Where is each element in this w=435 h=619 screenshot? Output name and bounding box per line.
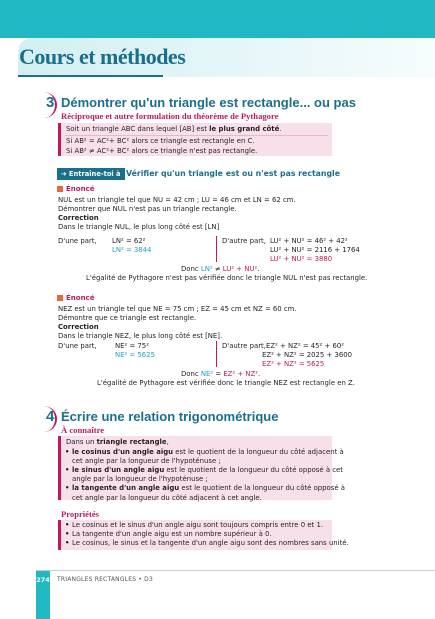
definition-cosinus-cont: cet angle par la longueur de l'hypoténuse ; bbox=[72, 456, 221, 465]
exercise-tag: ➔ Entraîne-toi à bbox=[57, 168, 125, 180]
page-number: 274 bbox=[36, 571, 50, 619]
ex1-right-label: D'autre part, bbox=[222, 237, 266, 245]
definition-sinus-cont: angle par la longueur de l'hypoténuse ; bbox=[72, 475, 208, 484]
ex2-enonce-heading bbox=[57, 294, 94, 302]
ex2-left-2: NE² = 5625 bbox=[115, 351, 155, 359]
ex2-left-label: D'une part, bbox=[58, 342, 97, 350]
ex1-left-1: LN² = 62² bbox=[112, 237, 146, 245]
box-line-2: Si AB² = AC²+ BC² alors ce triangle est rectangle en C. bbox=[66, 136, 255, 145]
footer-chapter: TRIANGLES RECTANGLES • D3 bbox=[57, 576, 154, 583]
section-4-number: 4 bbox=[46, 408, 55, 425]
ex1-divider bbox=[216, 236, 217, 262]
ex1-right-3: LU² + NU² = 3880 bbox=[270, 255, 333, 263]
ex1-left-2: LN² = 3844 bbox=[112, 246, 152, 254]
ex2-donc-d: EZ² + NZ² bbox=[223, 370, 258, 378]
definition-sinus-text: est le quotient de la longueur du côté opposé à cet bbox=[164, 466, 343, 474]
definition-tangente-term: la tangente d'un angle aigu bbox=[72, 484, 180, 493]
ex2-donc bbox=[181, 370, 260, 379]
properties-list bbox=[64, 521, 349, 549]
section-3-title: Démontrer qu'un triangle est rectangle... ou pas bbox=[61, 95, 356, 110]
ex2-right-label: D'autre part, bbox=[222, 342, 266, 350]
square-bullet-icon bbox=[57, 186, 63, 192]
section-3-subtitle: Réciproque et autre formulation du théorème de Pythagore bbox=[61, 111, 279, 121]
definition-cosinus bbox=[64, 447, 344, 466]
ex1-donc-d: LU² + NU² bbox=[222, 265, 258, 273]
ex1-donc-c: ≠ bbox=[212, 265, 223, 273]
ex2-donc-c: = bbox=[213, 370, 224, 378]
ex1-statement-1: NUL est un triangle tel que NU = 42 cm ; LU = 46 cm et LN = 62 cm. bbox=[58, 196, 296, 204]
intro-a: Dans un bbox=[66, 438, 97, 446]
section-3-number: 3 bbox=[46, 94, 55, 111]
ex1-donc-b: LN² bbox=[200, 265, 213, 273]
section-4-title: Écrire une relation trigonométrique bbox=[61, 409, 279, 424]
square-bullet-icon bbox=[57, 295, 63, 301]
ex1-statement-2: Démontrer que NUL n'est pas un triangle rectangle. bbox=[58, 205, 237, 213]
ex2-donc-b: NE² bbox=[200, 370, 214, 378]
box-line-3: Si AB² ≠ AC²+ BC² alors ce triangle n'est pas rectangle. bbox=[66, 147, 258, 156]
definition-sinus-term: le sinus d'un angle aigu bbox=[72, 466, 165, 474]
definition-cosinus-term: le cosinus d'un angle aigu bbox=[72, 447, 174, 456]
ex1-enonce-label: Énoncé bbox=[66, 185, 95, 193]
property-item: • Le cosinus et le sinus d'un angle aigu sont toujours compris entre 0 et 1. bbox=[64, 521, 332, 530]
ex1-enonce-heading bbox=[57, 185, 94, 193]
page-title: Cours et méthodes bbox=[19, 44, 186, 69]
definition-tangente-text: est le quotient de la longueur du côté opposé à bbox=[179, 484, 345, 493]
ex1-right-2: LU² + NU² = 2116 + 1764 bbox=[270, 246, 360, 254]
top-bar bbox=[0, 0, 435, 38]
ex2-donc-e: . bbox=[257, 370, 261, 378]
ex2-correction-label: Correction bbox=[58, 323, 99, 331]
definition-tangente bbox=[64, 484, 345, 502]
ex1-left-label: D'une part, bbox=[58, 237, 97, 245]
ex2-divider bbox=[216, 341, 217, 367]
ex2-right-3: EZ² + NZ² = 5625 bbox=[262, 360, 325, 368]
ex1-right-1: LU² + NU² = 46² + 42² bbox=[270, 237, 348, 245]
ex1-donc-e: . bbox=[257, 265, 260, 273]
ex2-right-1: EZ² + NZ² = 45² + 60² bbox=[266, 342, 344, 350]
definitions-intro bbox=[61, 437, 332, 448]
intro-c: , bbox=[166, 438, 169, 446]
ex1-correction-line: Dans le triangle NUL, le plus long côté est [LN] bbox=[58, 223, 220, 231]
section-3-arc bbox=[43, 92, 57, 118]
exercise-title: Vérifier qu'un triangle est ou n'est pas rectangle bbox=[126, 169, 341, 178]
ex1-donc bbox=[181, 265, 259, 274]
property-item: • Le cosinus, le sinus et la tangente d'un angle aigu sont des nombres sans unité. bbox=[64, 539, 332, 548]
ex2-donc-a: Donc bbox=[181, 370, 201, 378]
section-4-arc bbox=[43, 406, 57, 432]
footer-rule bbox=[36, 570, 435, 571]
definition-sinus bbox=[64, 466, 343, 484]
ex2-enonce-label: Énoncé bbox=[66, 294, 95, 302]
box-line-1-text: Soit un triangle ABC dans lequel [AB] est bbox=[66, 125, 210, 133]
ex1-donc-a: Donc bbox=[181, 265, 201, 273]
ex1-correction-label: Correction bbox=[58, 214, 99, 222]
box-line-1-bold: le plus grand côté bbox=[209, 125, 280, 133]
reciprocal-box bbox=[58, 123, 332, 156]
definitions-list bbox=[61, 447, 345, 503]
ex2-conclusion: L'égalité de Pythagore est vérifiée donc le triangle NEZ est rectangle en Z. bbox=[97, 379, 355, 387]
intro-b: triangle rectangle bbox=[96, 438, 167, 446]
title-underline bbox=[18, 75, 163, 77]
ex2-correction-line: Dans le triangle NEZ, le plus long côté est [NE]. bbox=[58, 332, 223, 340]
ex2-statement-1: NEZ est un triangle tel que NE = 75 cm ; EZ = 45 cm et NZ = 60 cm. bbox=[58, 305, 297, 313]
box-line-1 bbox=[61, 124, 332, 135]
ex2-left-1: NE² = 75² bbox=[115, 342, 149, 350]
section-4-subtitle: À connaître bbox=[61, 425, 105, 435]
ex2-statement-2: Démontre que ce triangle est rectangle. bbox=[58, 314, 197, 322]
definition-cosinus-text: est le quotient de la longueur du côté adjacent à bbox=[173, 447, 344, 456]
property-item: • La tangente d'un angle aigu est un nombre supérieur à 0. bbox=[64, 530, 332, 539]
properties-box bbox=[58, 520, 349, 550]
ex2-right-2: EZ² + NZ² = 2025 + 3600 bbox=[262, 351, 353, 359]
ex1-conclusion: L'égalité de Pythagore n'est pas vérifiée donc le triangle NUL n'est pas rectangle. bbox=[86, 274, 368, 282]
box-line-1-end: . bbox=[279, 125, 282, 133]
properties-title: Propriétés bbox=[61, 509, 100, 519]
definition-tangente-cont: cet angle par la longueur du côté adjacent à cet angle. bbox=[72, 493, 262, 502]
definitions-box bbox=[58, 436, 345, 502]
